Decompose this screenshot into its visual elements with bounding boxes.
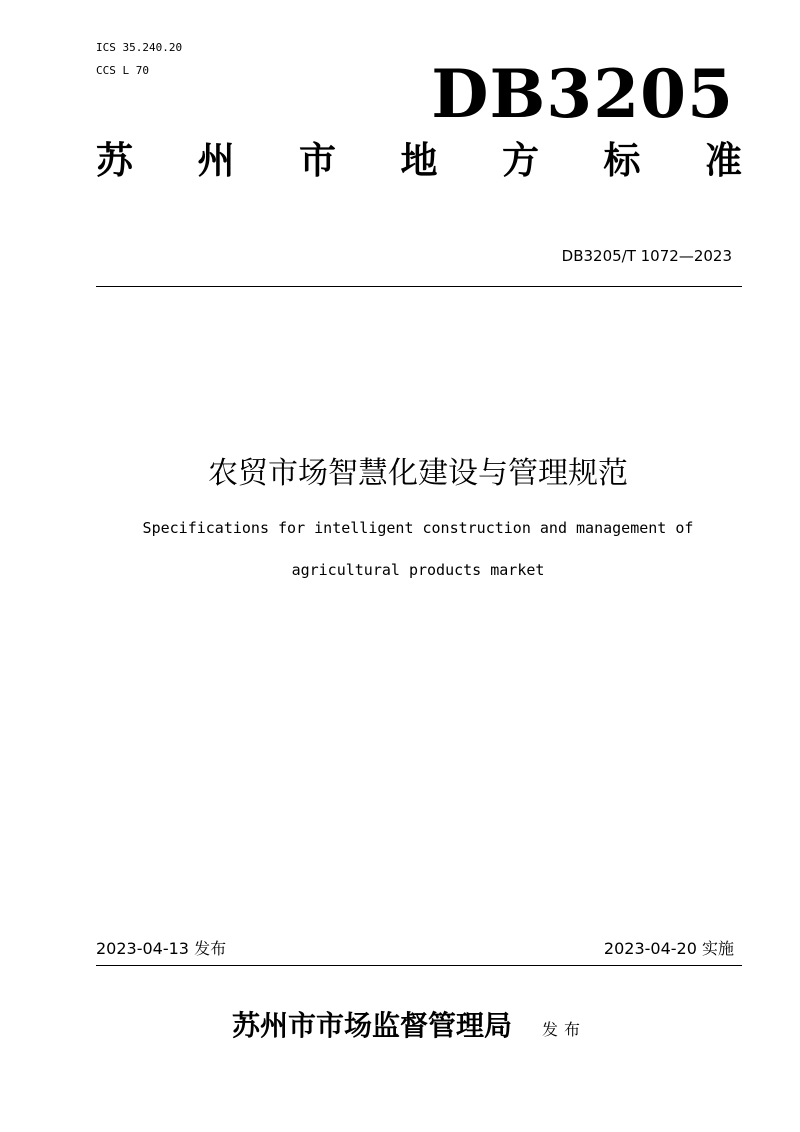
issuer-line bbox=[232, 1006, 586, 1046]
document-title-english-line-1: Specifications for intelligent construction and management of bbox=[142, 519, 694, 537]
standard-type-char: 市 bbox=[299, 138, 336, 182]
document-title-english-line-2: agricultural products market bbox=[291, 561, 545, 579]
standard-type-char: 苏 bbox=[96, 138, 133, 182]
issuing-authority: 苏州市市场监督管理局 bbox=[232, 1009, 513, 1042]
ics-code: ICS 35.240.20 bbox=[96, 41, 183, 54]
top-divider bbox=[96, 286, 742, 287]
standard-type-char: 准 bbox=[705, 138, 742, 182]
publish-date: 2023-04-13 发布 bbox=[96, 939, 227, 958]
implementation-date: 2023-04-20 实施 bbox=[603, 939, 734, 958]
issue-label: 发布 bbox=[542, 1020, 587, 1039]
standard-code-banner: DB3205 bbox=[431, 55, 734, 133]
ccs-code: CCS L 70 bbox=[96, 64, 149, 77]
standard-type-char: 标 bbox=[603, 138, 641, 182]
bottom-divider bbox=[96, 965, 742, 966]
document-title-chinese: 农贸市场智慧化建设与管理规范 bbox=[208, 456, 628, 491]
standard-type-heading bbox=[96, 136, 742, 184]
standard-type-char: 州 bbox=[197, 138, 235, 182]
standard-number: DB3205/T 1072—2023 bbox=[561, 247, 732, 265]
standard-type-char: 方 bbox=[502, 138, 539, 182]
standard-type-char: 地 bbox=[400, 138, 438, 182]
